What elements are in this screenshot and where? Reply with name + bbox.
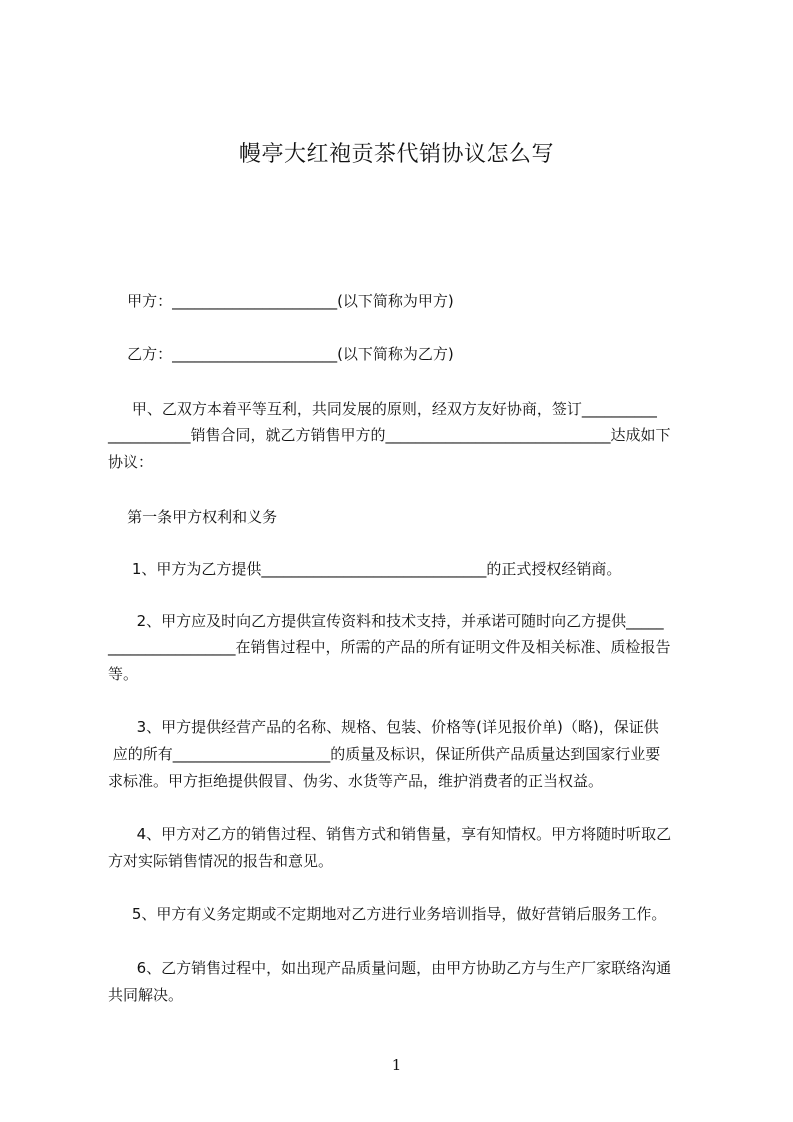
clause-3-line-2: 应的所有_____________________的质量及标识，保证所供产品质量达到国家行业要: [108, 745, 661, 763]
clause-6-line-2: 共同解决。: [108, 986, 184, 1004]
document-title: 幔亭大红袍贡茶代销协议怎么写: [238, 142, 554, 167]
clause-2-line-1: 2、甲方应及时向乙方提供宣传资料和技术支持，并承诺可随时向乙方提供_____: [108, 612, 664, 630]
clause-5-line-1: 5、甲方有义务定期或不定期地对乙方进行业务培训指导，做好营销后服务工作。: [108, 905, 667, 923]
clause-2-line-3: 等。: [108, 665, 139, 683]
clause-1-line-1: 1、甲方为乙方提供______________________________的正式授权经销商。: [108, 560, 622, 578]
clause-4-line-2: 方对实际销售情况的报告和意见。: [108, 852, 334, 870]
clause-3-line-1: 3、甲方提供经营产品的名称、规格、包装、价格等(详见报价单)（略)，保证供: [108, 718, 659, 736]
preamble-line-3: 协议：: [108, 453, 154, 471]
article-1-heading: 第一条甲方权利和义务: [108, 508, 278, 526]
preamble-line-2: ___________销售合同，就乙方销售甲方的______________________________达成如下: [108, 426, 671, 444]
clause-6-line-1: 6、乙方销售过程中，如出现产品质量问题，由甲方协助乙方与生产厂家联络沟通: [108, 959, 672, 977]
party-a-line: 甲方：______________________(以下简称为甲方): [108, 292, 454, 310]
page-number: 1: [391, 1056, 402, 1074]
preamble-line-1: 甲、乙双方本着平等互利，共同发展的原则，经双方友好协商，签订__________: [108, 400, 657, 418]
clause-4-line-1: 4、甲方对乙方的销售过程、销售方式和销售量，享有知情权。甲方将随时听取乙: [108, 825, 672, 843]
party-b-line: 乙方：______________________(以下简称为乙方): [108, 345, 454, 363]
clause-2-line-2: _________________在销售过程中，所需的产品的所有证明文件及相关标准、质检报告: [108, 638, 671, 656]
clause-3-line-3: 求标准。甲方拒绝提供假冒、伪劣、水货等产品，维护消费者的正当权益。: [108, 772, 604, 790]
